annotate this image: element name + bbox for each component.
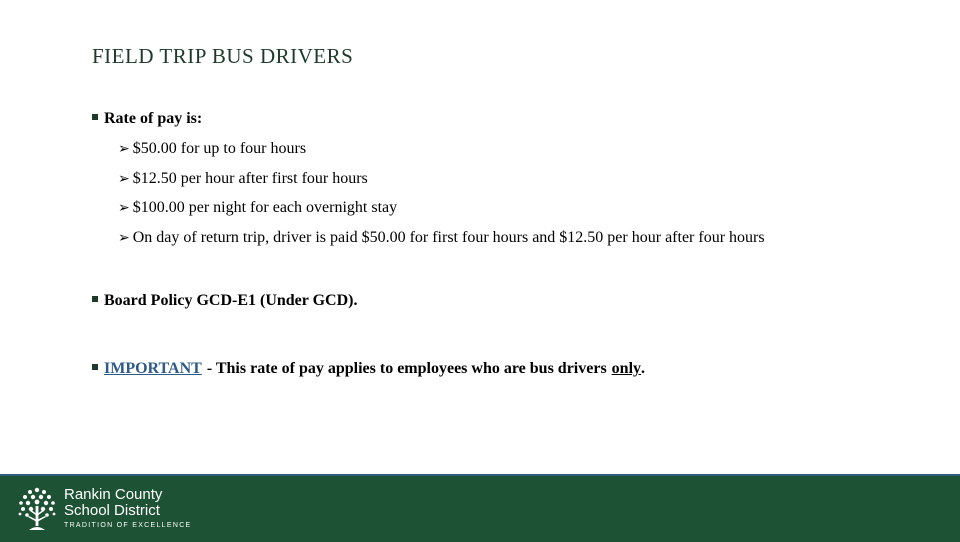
bullet-important bbox=[92, 360, 645, 378]
arrow-bullet-icon: ➢ bbox=[118, 171, 130, 187]
rate-item-text: $50.00 for up to four hours bbox=[132, 140, 307, 157]
bullet-label: Rate of pay is: bbox=[104, 110, 203, 127]
rate-item bbox=[118, 229, 765, 247]
square-bullet-icon bbox=[92, 114, 98, 120]
bullet-board-policy bbox=[92, 292, 357, 310]
rate-item-text: On day of return trip, driver is paid $50.00 for first four hours and $12.50 per hour after four hours bbox=[132, 229, 765, 246]
important-link[interactable]: IMPORTANT bbox=[104, 360, 202, 377]
slide-title: FIELD TRIP BUS DRIVERS bbox=[92, 44, 354, 68]
square-bullet-icon bbox=[92, 364, 98, 370]
tree-icon bbox=[16, 486, 58, 532]
important-only: only bbox=[611, 360, 642, 377]
important-end: . bbox=[641, 360, 646, 377]
policy-text: Board Policy GCD-E1 (Under GCD). bbox=[104, 292, 358, 309]
logo-line-2: School District bbox=[64, 502, 160, 519]
logo-tagline: TRADITION OF EXCELLENCE bbox=[64, 522, 192, 529]
square-bullet-icon bbox=[92, 296, 98, 302]
rate-item-text: $100.00 per night for each overnight stay bbox=[132, 199, 398, 216]
arrow-bullet-icon: ➢ bbox=[118, 141, 130, 157]
important-text: - This rate of pay applies to employees who are bus drivers bbox=[206, 360, 607, 377]
bullet-rate-of-pay bbox=[92, 110, 202, 128]
arrow-bullet-icon: ➢ bbox=[118, 230, 130, 246]
rate-item bbox=[118, 170, 368, 188]
footer-band bbox=[0, 474, 960, 542]
district-logo bbox=[64, 487, 192, 529]
rate-item-text: $12.50 per hour after first four hours bbox=[132, 170, 368, 187]
arrow-bullet-icon: ➢ bbox=[118, 200, 130, 216]
rate-item bbox=[118, 199, 397, 217]
logo-line-1: Rankin County bbox=[64, 486, 163, 503]
rate-item bbox=[118, 140, 306, 158]
